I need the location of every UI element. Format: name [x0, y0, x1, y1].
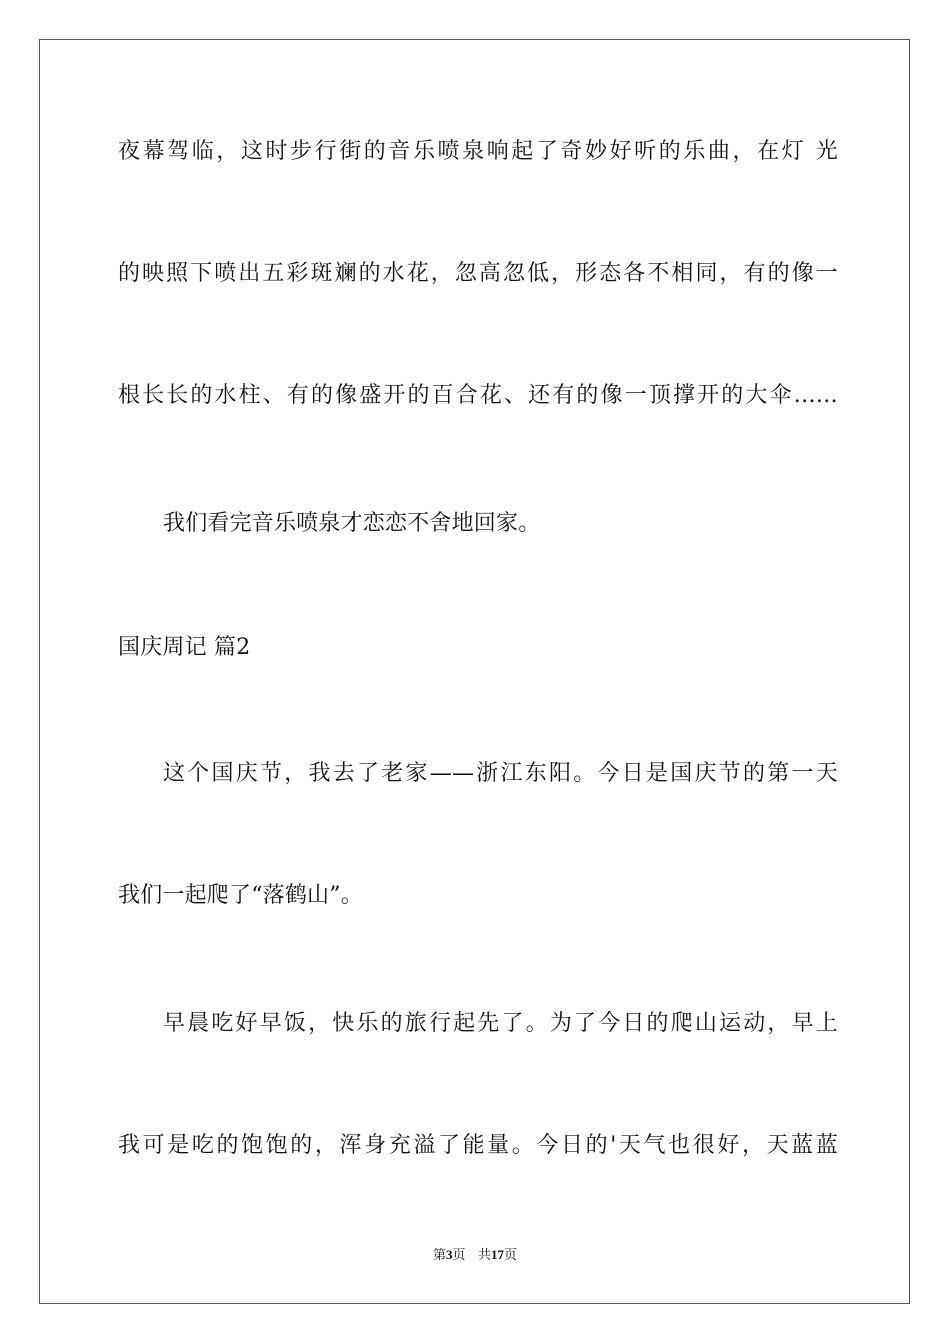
current-page-number: 3 — [446, 1247, 453, 1262]
body-text-line: 早晨吃好早饭，快乐的旅行起先了。为了今日的爬山运动，早上 — [163, 1011, 838, 1036]
body-text-line: 这个国庆节，我去了老家——浙江东阳。今日是国庆节的第一天 — [163, 761, 838, 786]
footer-prefix: 第 — [433, 1248, 447, 1263]
total-pages-number: 17 — [490, 1247, 504, 1262]
page-footer — [0, 1246, 950, 1265]
body-text-line: 的映照下喷出五彩斑斓的水花，忽高忽低，形态各不相同，有的像一 — [118, 261, 838, 286]
body-text-line: 我们看完音乐喷泉才恋恋不舍地回家。 — [163, 511, 541, 536]
body-text-line: 夜幕驾临，这时步行街的音乐喷泉响起了奇妙好听的乐曲，在灯 光 — [118, 139, 838, 164]
body-text-line: 我可是吃的饱饱的，浑身充溢了能量。今日的'天气也很好，天蓝蓝 — [118, 1133, 838, 1158]
section-heading: 国庆周记 篇2 — [118, 635, 251, 660]
page-border — [39, 39, 910, 1304]
footer-page-suffix: 页 — [452, 1248, 466, 1263]
body-text-line: 根长长的水柱、有的像盛开的百合花、还有的像一顶撑开的大伞…… — [118, 383, 838, 408]
body-text-line: 我们一起爬了“落鹤山”。 — [118, 883, 363, 908]
footer-total-suffix: 页 — [503, 1248, 517, 1263]
footer-total-prefix: 共 — [477, 1248, 491, 1263]
